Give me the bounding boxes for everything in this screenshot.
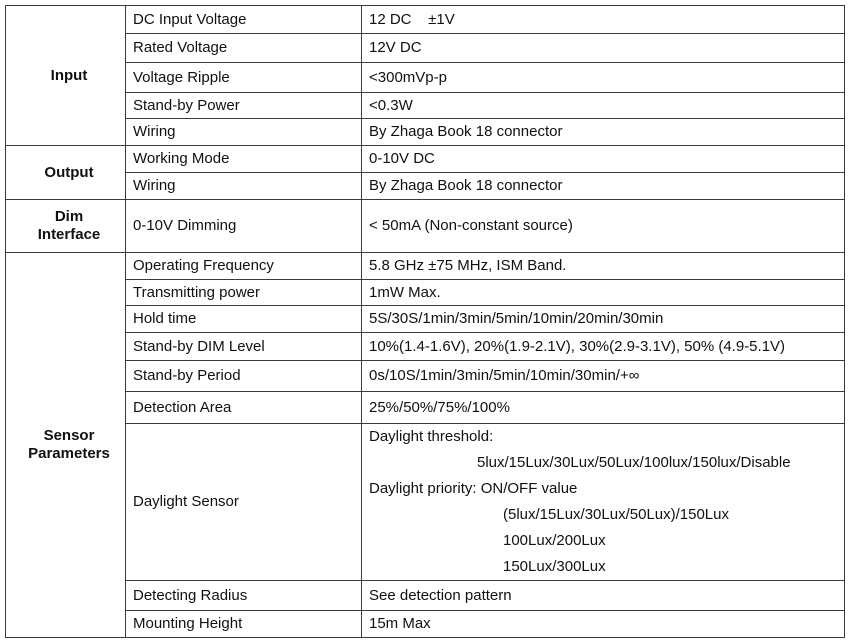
param-label: Operating Frequency xyxy=(126,253,362,280)
table-row xyxy=(6,119,845,146)
table-row xyxy=(6,146,845,173)
param-value: See detection pattern xyxy=(362,581,845,611)
group-label-line: Sensor xyxy=(43,427,95,444)
param-label: Hold time xyxy=(126,306,362,333)
param-label: Wiring xyxy=(126,173,362,200)
param-value: <0.3W xyxy=(362,93,845,119)
table-row xyxy=(6,200,845,253)
param-value: 0-10V DC xyxy=(362,146,845,173)
param-value: 5.8 GHz ±75 MHz, ISM Band. xyxy=(362,253,845,280)
param-value: 12V DC xyxy=(362,34,845,63)
param-label: Voltage Ripple xyxy=(126,63,362,93)
daylight-priority-value: (5lux/15Lux/30Lux/50Lux)/150Lux xyxy=(503,506,729,523)
daylight-priority-label: Daylight priority: ON/OFF value xyxy=(369,480,578,497)
table-row xyxy=(6,34,845,63)
param-label: 0-10V Dimming xyxy=(126,200,362,253)
table-row xyxy=(6,93,845,119)
param-value: 25%/50%/75%/100% xyxy=(362,392,845,424)
param-label: DC Input Voltage xyxy=(126,6,362,34)
param-value: <300mVp-p xyxy=(362,63,845,93)
param-label: Stand-by DIM Level xyxy=(126,333,362,361)
table-row xyxy=(6,392,845,424)
param-value: < 50mA (Non-constant source) xyxy=(362,200,845,253)
daylight-priority-value: 100Lux/200Lux xyxy=(503,532,606,549)
table-row xyxy=(6,63,845,93)
param-value: 15m Max xyxy=(362,611,845,638)
table-row xyxy=(6,280,845,306)
param-label: Rated Voltage xyxy=(126,34,362,63)
group-label-output: Output xyxy=(6,146,126,200)
spec-table xyxy=(5,5,845,638)
param-value: 1mW Max. xyxy=(362,280,845,306)
group-label-dim-interface xyxy=(6,200,126,253)
group-label-line: Dim xyxy=(54,208,84,225)
group-label-line: Parameters xyxy=(28,445,110,462)
group-label-sensor-parameters xyxy=(6,253,126,638)
spec-table-container xyxy=(5,5,845,638)
param-label: Wiring xyxy=(126,119,362,146)
group-label-line: Interface xyxy=(37,226,101,243)
param-value: 5S/30S/1min/3min/5min/10min/20min/30min xyxy=(362,306,845,333)
param-label: Working Mode xyxy=(126,146,362,173)
daylight-threshold-label: Daylight threshold: xyxy=(369,428,494,445)
param-label: Stand-by Power xyxy=(126,93,362,119)
table-row xyxy=(6,581,845,611)
daylight-sensor-value xyxy=(362,424,845,581)
group-label-input: Input xyxy=(6,6,126,146)
param-label: Daylight Sensor xyxy=(126,424,362,581)
param-label: Detecting Radius xyxy=(126,581,362,611)
param-label: Stand-by Period xyxy=(126,361,362,392)
table-row xyxy=(6,361,845,392)
table-row xyxy=(6,306,845,333)
table-row xyxy=(6,253,845,280)
param-value: 10%(1.4-1.6V), 20%(1.9-2.1V), 30%(2.9-3.1V), 50% (4.9-5.1V) xyxy=(362,333,845,361)
param-value: 12 DC ±1V xyxy=(362,6,845,34)
param-label: Mounting Height xyxy=(126,611,362,638)
daylight-priority-value: 150Lux/300Lux xyxy=(503,558,606,575)
param-value: By Zhaga Book 18 connector xyxy=(362,173,845,200)
param-value: 0s/10S/1min/3min/5min/10min/30min/+∞ xyxy=(362,361,845,392)
table-row xyxy=(6,6,845,34)
param-value: By Zhaga Book 18 connector xyxy=(362,119,845,146)
param-label: Detection Area xyxy=(126,392,362,424)
table-row xyxy=(6,173,845,200)
daylight-threshold-values: 5lux/15Lux/30Lux/50Lux/100lux/150lux/Disable xyxy=(477,454,791,471)
table-row xyxy=(6,611,845,638)
table-row xyxy=(6,333,845,361)
table-row xyxy=(6,424,845,581)
param-label: Transmitting power xyxy=(126,280,362,306)
